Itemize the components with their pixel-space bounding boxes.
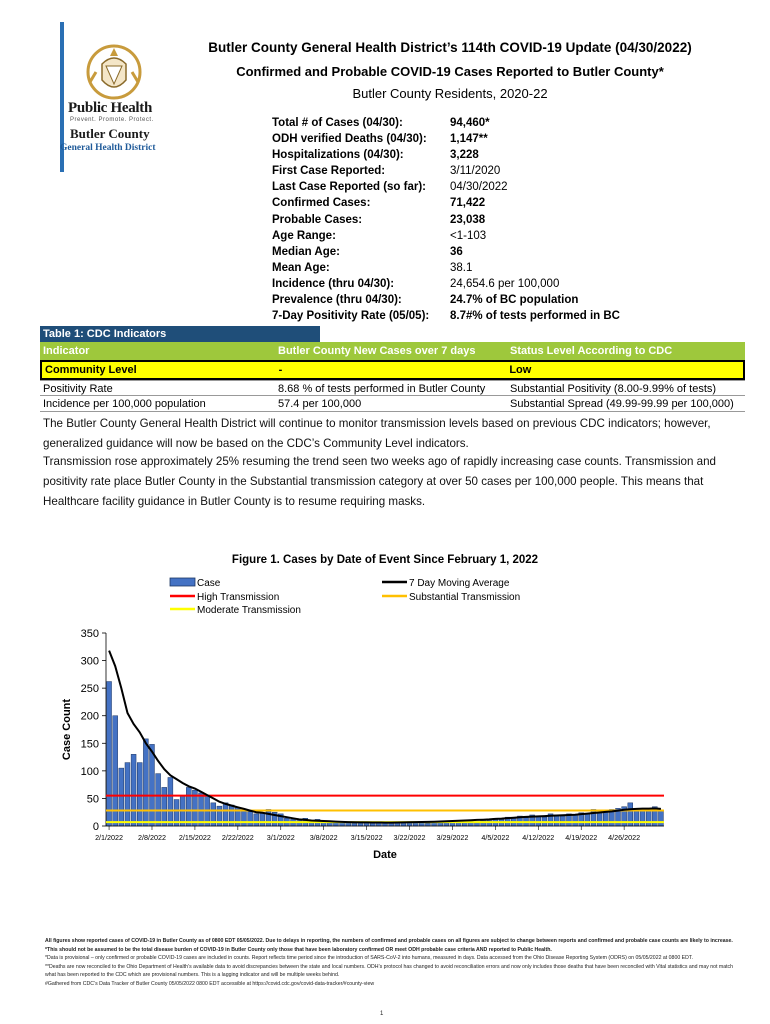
stat-label: Incidence (thru 04/30): <box>272 277 395 290</box>
case-bar <box>413 823 418 826</box>
positivity-value: 8.68 % of tests performed in Butler County <box>278 383 486 395</box>
x-tick-label: 3/1/2022 <box>266 833 295 842</box>
case-bar <box>585 814 590 826</box>
case-bar <box>143 739 148 826</box>
x-tick-label: 3/22/2022 <box>393 833 426 842</box>
stat-label: 7-Day Positivity Rate (05/05): <box>272 310 430 323</box>
case-bar <box>242 809 247 826</box>
stat-value: <1-103 <box>450 229 487 242</box>
case-bar <box>137 763 142 826</box>
x-tick-label: 4/12/2022 <box>522 833 555 842</box>
summary-stats <box>272 115 620 324</box>
logo-county: Butler County <box>70 126 150 141</box>
case-bar <box>186 787 191 826</box>
page-number: 1 <box>380 1011 384 1017</box>
stat-label: Confirmed Cases: <box>272 197 371 210</box>
stat-label: Prevalence (thru 04/30): <box>272 294 402 307</box>
community-level-cases: - <box>278 364 283 376</box>
footnotes <box>45 937 735 989</box>
footnote-positivity-source: #Gathered from CDC’s Data Tracker of Butler County 05/05/2022 0800 EDT accessible at https://covid.cdc.gov/covid-data-tracker/#county-view <box>45 980 375 987</box>
stat-value: 36 <box>450 245 463 258</box>
paragraph-monitoring: The Butler County General Health District will continue to monitor transmission levels based on previous CDC indicators; however, generalized guidance will now be based on the CDC’s Community Level indicators. <box>43 417 711 450</box>
case-bar <box>260 813 265 826</box>
case-bar <box>352 823 357 826</box>
stat-value: 71,422 <box>450 197 486 210</box>
legend-label: Substantial Transmission <box>409 592 521 603</box>
legend-label: Case <box>197 578 221 589</box>
y-tick-label: 300 <box>80 655 99 668</box>
case-bar <box>248 812 253 826</box>
stat-row <box>272 292 620 308</box>
logo <box>60 22 170 157</box>
incidence-label: Incidence per 100,000 population <box>43 398 206 410</box>
stat-label: ODH verified Deaths (04/30): <box>272 133 427 146</box>
y-tick-label: 150 <box>80 738 99 751</box>
case-bar <box>376 823 381 826</box>
stat-value: 3/11/2020 <box>450 165 501 178</box>
stat-row <box>272 276 620 292</box>
stat-row <box>272 244 620 260</box>
table-header-row <box>40 342 745 360</box>
chart-title: Figure 1. Cases by Date of Event Since February 1, 2022 <box>231 554 539 566</box>
y-tick-label: 350 <box>80 628 99 640</box>
stat-row <box>272 131 620 147</box>
stat-label: Median Age: <box>272 245 340 258</box>
case-bar <box>125 763 130 826</box>
stat-value: 38.1 <box>450 261 473 274</box>
stat-row <box>272 163 620 179</box>
cases-chart <box>40 545 730 875</box>
stat-label: Probable Cases: <box>272 213 363 226</box>
logo-title: Public Health <box>68 100 153 116</box>
paragraph-transmission: Transmission rose approximately 25% resuming the trend seen two weeks ago of rapidly increasing case counts. Transmission and positivity rate place Butler County in the Substantial transmission category at over 50 cases per 100,000 people. This means that Healthcare facility guidance in Butler County is to resume requiring masks. <box>43 455 716 508</box>
incidence-value: 57.4 per 100,000 <box>278 398 362 410</box>
stat-label: Total # of Cases (04/30): <box>272 117 403 129</box>
report-subtitle: Confirmed and Probable COVID-19 Cases Reported to Butler County* <box>236 64 664 79</box>
x-tick-label: 3/29/2022 <box>436 833 469 842</box>
stat-row <box>272 228 620 244</box>
table-header-indicator: Indicator <box>43 345 90 357</box>
table-row <box>40 396 745 412</box>
table-header-status: Status Level According to CDC <box>510 345 673 357</box>
moving-average-line <box>109 651 661 823</box>
table-row <box>40 380 745 396</box>
x-tick-label: 4/19/2022 <box>565 833 598 842</box>
stat-label: Last Case Reported (so far): <box>272 181 427 194</box>
positivity-status: Substantial Positivity (8.00-9.99% of tests) <box>510 383 717 395</box>
community-level-row <box>40 360 745 380</box>
stat-label: Hospitalizations (04/30): <box>272 149 404 162</box>
legend-label: High Transmission <box>197 592 280 603</box>
stat-row <box>272 308 620 324</box>
stat-label: First Case Reported: <box>272 165 386 178</box>
case-bar <box>597 812 602 826</box>
case-bar <box>389 823 394 826</box>
table-header-new-cases: Butler County New Cases over 7 days <box>278 345 476 357</box>
positivity-label: Positivity Rate <box>43 383 113 395</box>
stat-row <box>272 179 620 195</box>
cdc-indicators-table <box>40 326 745 412</box>
y-axis-label: Case Count <box>61 698 73 761</box>
case-bar <box>199 793 204 826</box>
case-bar <box>113 716 118 826</box>
stat-value: 24.7% of BC population <box>450 294 579 307</box>
x-tick-label: 2/15/2022 <box>178 833 211 842</box>
community-level-label: Community Level <box>45 364 137 376</box>
footnote-deaths: **Deaths are now reconciled to the Ohio Department of Health’s available data to avoid discrepancies between the state and local numbers. ODH’s protocol has changed to avoid reconciliation errors and now only includes those deaths that have been reconciled with Vital statistics and may not match what has been reported to the CDC which are provisional numbers. This is a lagging indicator and will be multiple weeks behind. <box>45 963 734 979</box>
case-bar <box>658 811 663 826</box>
y-tick-label: 50 <box>86 793 99 806</box>
logo-district: General Health District <box>60 143 156 153</box>
stat-value: 1,147** <box>450 133 488 146</box>
stat-value: 23,038 <box>450 213 486 226</box>
x-axis-label: Date <box>373 849 397 861</box>
x-tick-label: 2/1/2022 <box>95 833 124 842</box>
case-bar <box>554 815 559 826</box>
legend-label: Moderate Transmission <box>197 605 301 616</box>
case-bar <box>131 754 136 826</box>
y-tick-label: 200 <box>80 710 99 723</box>
stat-value: 04/30/2022 <box>450 181 508 194</box>
y-tick-label: 250 <box>80 683 99 696</box>
stat-value: 24,654.6 per 100,000 <box>450 277 560 290</box>
x-tick-label: 4/5/2022 <box>481 833 510 842</box>
report-title: Butler County General Health District’s 114th COVID-19 Update (04/30/2022) <box>208 40 692 55</box>
incidence-status: Substantial Spread (49.99-99.99 per 100,000) <box>510 398 734 410</box>
stat-row <box>272 195 620 211</box>
x-tick-label: 4/26/2022 <box>608 833 641 842</box>
legend-label: 7 Day Moving Average <box>409 578 510 589</box>
case-bar <box>162 787 167 826</box>
x-tick-label: 3/8/2022 <box>309 833 338 842</box>
logo-tagline: Prevent. Promote. Protect. <box>70 117 154 123</box>
cases-chart-svg <box>40 545 730 875</box>
case-bar <box>119 768 124 826</box>
legend-swatch-case <box>170 578 195 586</box>
case-bar <box>634 809 639 826</box>
stat-value: 3,228 <box>450 149 479 162</box>
health-shield-icon <box>82 42 146 106</box>
case-bar <box>156 774 161 826</box>
y-tick-label: 0 <box>92 821 99 833</box>
case-bar <box>432 823 437 826</box>
community-level-status: Low <box>509 364 532 376</box>
stat-value: 94,460* <box>450 117 490 129</box>
x-tick-label: 2/8/2022 <box>137 833 166 842</box>
case-bar <box>560 816 565 826</box>
x-tick-label: 2/22/2022 <box>221 833 254 842</box>
stat-row <box>272 260 620 276</box>
case-bar <box>107 682 112 826</box>
case-bar <box>346 823 351 826</box>
footnote-main: All figures show reported cases of COVID-19 in Butler County as of 0800 EDT 05/05/2022. Due to delays in reporting, the numbers of confirmed and probable cases on all figures are subject to change between reports and confirmed and probable case counts are likely to increase. *This should not be assumed to be the total disease burden of COVID-19 in Butler County only those that have been laboratory confirmed OR meet ODH probable case criteria AND reported to Public Health. <box>45 938 733 953</box>
case-bar <box>646 809 651 826</box>
stat-row <box>272 115 620 131</box>
case-bar <box>150 744 155 826</box>
stat-row <box>272 147 620 163</box>
report-population: Butler County Residents, 2020-22 <box>352 86 548 101</box>
stat-row <box>272 212 620 228</box>
case-bar <box>573 815 578 826</box>
table-caption: Table 1: CDC Indicators <box>40 326 320 342</box>
footnote-provisional: *Data is provisional – only confirmed or probable COVID-19 cases are included in counts. Report reflects time period since the introduction of SARS-CoV-2 into humans, measured in days. Data accessed from the Ohio Disease Reporting System (ODRS) on 05/05/2022 at 0800 EDT. <box>45 955 693 962</box>
case-bar <box>254 814 259 826</box>
stat-label: Mean Age: <box>272 261 330 274</box>
case-bar <box>266 809 271 826</box>
y-tick-label: 100 <box>80 765 99 778</box>
x-tick-label: 3/15/2022 <box>350 833 383 842</box>
case-bar <box>425 823 430 826</box>
stat-value: 8.7#% of tests performed in BC <box>450 310 620 323</box>
stat-label: Age Range: <box>272 229 336 242</box>
case-bar <box>168 777 173 826</box>
